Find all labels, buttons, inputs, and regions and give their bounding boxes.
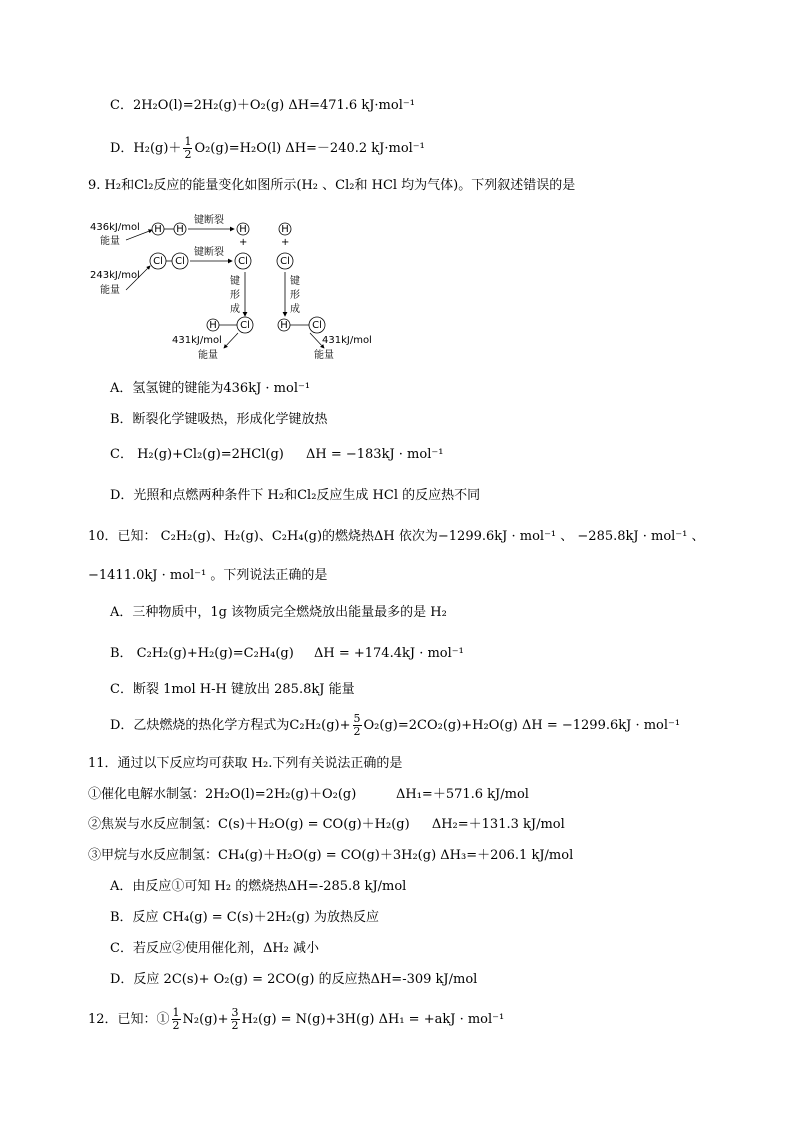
q12-fraction-2-den: 2: [231, 1019, 239, 1032]
q12-stem: [88, 1005, 504, 1035]
q9-option-c: [110, 446, 443, 464]
q10-option-b-dh: ΔH = +174.4kJ · mol⁻¹: [313, 646, 464, 661]
q8-fraction-num: 1: [184, 135, 192, 148]
q10-option-c: C．断裂 1mol H-H 键放出 285.8kJ 能量: [110, 682, 355, 697]
q9-option-a: A．氢氢键的键能为436kJ · mol⁻¹: [110, 381, 311, 396]
q11-reaction-2: [88, 816, 565, 834]
q9-stem: 9. H₂和Cl₂反应的能量变化如图所示(H₂ 、Cl₂和 HCl 均为气体)。下列叙述错误的是: [88, 178, 576, 193]
energy-label-3: 能量: [198, 350, 218, 361]
q11-option-a: A．由反应①可知 H₂ 的燃烧热ΔH=-285.8 kJ/mol: [110, 879, 407, 894]
hcl-energy-label-1: 431kJ/mol: [172, 335, 222, 346]
form-char-2b: 形: [290, 290, 300, 301]
q11-option-c: C．若反应②使用催化剂，ΔH₂ 减小: [110, 941, 320, 956]
hcl-h-label-2: H: [280, 320, 288, 331]
q12-fraction-1: [172, 1007, 181, 1032]
h-label-4: H: [281, 224, 289, 235]
form-char-2a: 键: [290, 276, 300, 287]
q12-pre: 12．已知：①: [88, 1012, 170, 1027]
q8-fraction: [183, 136, 192, 161]
cl-label-2: Cl: [175, 256, 185, 267]
q10-fraction-den: 2: [353, 725, 361, 738]
q9-option-c-dh: ΔH = −183kJ · mol⁻¹: [305, 447, 444, 462]
hcl-cl-label-1: Cl: [240, 320, 250, 331]
h2-energy-label: 436kJ/mol: [90, 222, 140, 233]
break-label-2: 键断裂: [194, 247, 224, 258]
q9-option-c-eq: C． H₂(g)+Cl₂(g)=2HCl(g): [110, 447, 284, 462]
h-label-1: H: [154, 224, 162, 235]
q9-option-b: B．断裂化学键吸热，形成化学键放热: [110, 412, 328, 427]
q8-option-d-post: O₂(g)=H₂O(l) ΔH=－240.2 kJ·mol⁻¹: [194, 141, 425, 156]
q10-option-b-eq: B． C₂H₂(g)+H₂(g)=C₂H₄(g): [110, 646, 294, 661]
cl-label-4: Cl: [280, 256, 290, 267]
q12-fraction-1-den: 2: [172, 1019, 180, 1032]
bond-energy-diagram: [88, 212, 388, 372]
q10-option-a: A．三种物质中，1g 该物质完全燃烧放出能量最多的是 H₂: [110, 605, 447, 620]
q10-fraction: [353, 713, 362, 738]
q11-option-d: D．反应 2C(s)+ O₂(g) = 2CO(g) 的反应热ΔH=-309 kJ/mol: [110, 972, 478, 987]
q12-post: H₂(g) = N(g)+3H(g) ΔH₁ = +akJ · mol⁻¹: [241, 1012, 505, 1027]
hcl-energy-label-2: 431kJ/mol: [322, 335, 372, 346]
q11-reaction-2-eq: ②焦炭与水反应制氢：C(s)＋H₂O(g) = CO(g)＋H₂(g): [88, 817, 410, 832]
form-char-1a: 键: [230, 276, 240, 287]
q10-fraction-num: 5: [353, 712, 361, 725]
q12-mid: N₂(g)+: [182, 1012, 229, 1027]
energy-label-1: 能量: [100, 236, 120, 247]
h-label-2: H: [176, 224, 184, 235]
cl2-energy-label: 243kJ/mol: [90, 270, 140, 281]
q10-stem-2: −1411.0kJ · mol⁻¹ 。下列说法正确的是: [88, 568, 328, 583]
energy-arrow-3: [224, 333, 238, 348]
h-label-3: H: [239, 224, 247, 235]
q12-fraction-1-num: 1: [172, 1006, 180, 1019]
q8-option-d: [110, 134, 425, 164]
plus-2: +: [281, 237, 290, 248]
q11-reaction-3: ③甲烷与水反应制氢：CH₄(g)＋H₂O(g) = CO(g)＋3H₂(g) ΔH₃=＋206.1 kJ/mol: [88, 848, 574, 863]
energy-label-4: 能量: [314, 350, 334, 361]
q8-option-c: C．2H₂O(l)=2H₂(g)＋O₂(g) ΔH=471.6 kJ·mol⁻¹: [110, 98, 415, 113]
q11-option-b: B．反应 CH₄(g) = C(s)＋2H₂(g) 为放热反应: [110, 910, 379, 925]
cl-label-1: Cl: [153, 256, 163, 267]
plus-1: +: [239, 237, 248, 248]
cl-label-3: Cl: [238, 256, 248, 267]
q9-option-d: D．光照和点燃两种条件下 H₂和Cl₂反应生成 HCl 的反应热不同: [110, 488, 481, 503]
q8-fraction-den: 2: [184, 148, 192, 161]
q10-option-b: [110, 645, 464, 663]
q10-option-d-pre: D．乙炔燃烧的热化学方程式为C₂H₂(g)+: [110, 718, 351, 733]
form-char-1b: 形: [230, 290, 240, 301]
form-char-1c: 成: [230, 304, 240, 315]
q12-fraction-2-num: 3: [231, 1006, 239, 1019]
q10-stem-1: 10．已知： C₂H₂(g)、H₂(g)、C₂H₄(g)的燃烧热ΔH 依次为−1299.6kJ · mol⁻¹ 、 −285.8kJ · mol⁻¹ 、: [88, 529, 705, 544]
energy-label-2: 能量: [100, 285, 120, 296]
q11-reaction-1-dh: ΔH₁=＋571.6 kJ/mol: [396, 787, 529, 802]
q11-reaction-1-eq: ①催化电解水制氢：2H₂O(l)=2H₂(g)＋O₂(g): [88, 787, 357, 802]
break-label-1: 键断裂: [194, 215, 224, 226]
hcl-cl-label-2: Cl: [312, 320, 322, 331]
q10-option-d-post: O₂(g)=2CO₂(g)+H₂O(g) ΔH = −1299.6kJ · mol⁻¹: [363, 718, 681, 733]
q10-option-d: [110, 711, 680, 741]
q11-stem: 11．通过以下反应均可获取 H₂.下列有关说法正确的是: [88, 756, 403, 771]
q11-reaction-2-dh: ΔH₂=＋131.3 kJ/mol: [431, 817, 565, 832]
q12-fraction-2: [231, 1007, 240, 1032]
hcl-h-label-1: H: [209, 320, 217, 331]
form-char-2c: 成: [290, 304, 300, 315]
q11-reaction-1: [88, 786, 529, 804]
q8-option-d-pre: D．H₂(g)＋: [110, 141, 182, 156]
